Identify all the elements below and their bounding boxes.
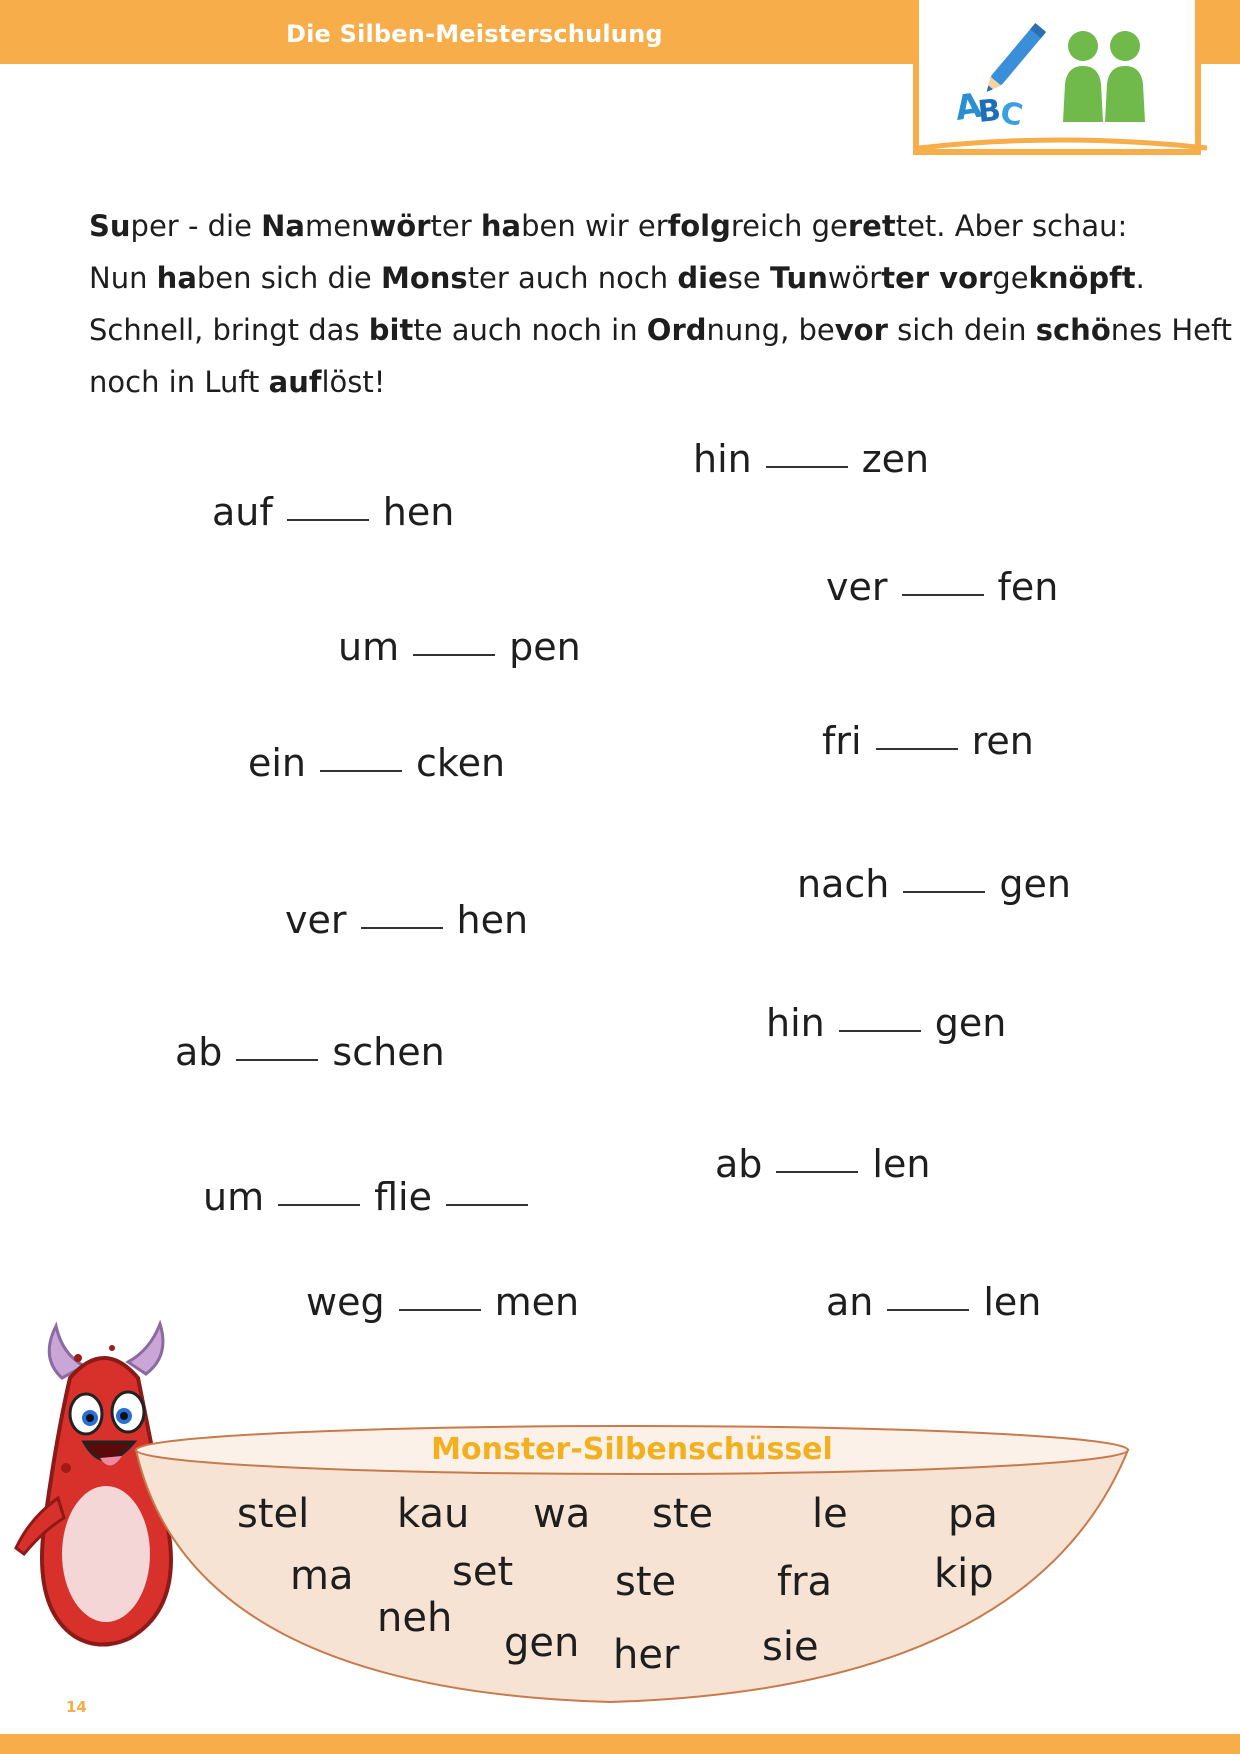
syllable-start: ab bbox=[715, 1142, 763, 1186]
bowl-title: Monster-Silbenschüssel bbox=[431, 1432, 833, 1467]
syllable-blank[interactable] bbox=[903, 891, 985, 893]
syllable-blank[interactable] bbox=[413, 654, 495, 656]
bowl-syllable[interactable]: neh bbox=[377, 1595, 453, 1641]
syllable-blank[interactable] bbox=[776, 1171, 858, 1173]
bowl-syllable[interactable]: le bbox=[812, 1491, 848, 1537]
syllable-blank[interactable] bbox=[278, 1204, 360, 1206]
intro-text: Nun bbox=[89, 261, 157, 295]
syllable-start: an bbox=[826, 1280, 874, 1324]
syllable-blank[interactable] bbox=[839, 1030, 921, 1032]
syllable-start: ab bbox=[175, 1030, 223, 1074]
intro-text: te auch noch in bbox=[413, 313, 647, 347]
syllable-end: pen bbox=[509, 625, 581, 669]
svg-text:B: B bbox=[976, 92, 1003, 130]
intro-line bbox=[89, 304, 1233, 356]
exercise-left-3 bbox=[248, 741, 505, 785]
svg-text:C: C bbox=[997, 95, 1026, 134]
intro-line bbox=[89, 356, 1169, 408]
bold-syllable: bit bbox=[368, 313, 414, 347]
syllable-blank[interactable] bbox=[902, 594, 984, 596]
syllable-blank[interactable] bbox=[320, 770, 402, 772]
syllable-blank[interactable] bbox=[887, 1309, 969, 1311]
bold-syllable: vor bbox=[834, 313, 888, 347]
bold-syllable: schö bbox=[1035, 313, 1111, 347]
people-icon bbox=[1063, 31, 1145, 122]
bold-syllable: auf bbox=[268, 365, 322, 399]
intro-text: wör bbox=[827, 261, 882, 295]
syllable-start: um bbox=[203, 1175, 265, 1219]
intro-text: se bbox=[727, 261, 770, 295]
syllable-end: len bbox=[983, 1280, 1042, 1324]
exercise-right-3 bbox=[822, 719, 1034, 763]
intro-text: reich ge bbox=[730, 209, 848, 243]
exercise-right-7 bbox=[826, 1280, 1041, 1324]
bold-syllable: Su bbox=[89, 209, 131, 243]
intro-paragraph bbox=[89, 200, 1233, 408]
syllable-blank[interactable] bbox=[399, 1309, 481, 1311]
intro-text: ge bbox=[992, 261, 1029, 295]
bold-syllable: ter vor bbox=[881, 261, 993, 295]
intro-line bbox=[89, 252, 1169, 304]
bold-syllable: Na bbox=[261, 209, 305, 243]
syllable-middle: flie bbox=[374, 1175, 432, 1219]
exercise-left-4 bbox=[285, 898, 528, 942]
intro-text: nes Heft bbox=[1110, 313, 1233, 347]
syllable-end: gen bbox=[999, 862, 1071, 906]
syllable-blank[interactable] bbox=[446, 1204, 528, 1206]
exercise-right-2 bbox=[826, 565, 1058, 609]
syllable-end: zen bbox=[861, 437, 930, 481]
bold-syllable: ha bbox=[156, 261, 197, 295]
bowl-syllable[interactable]: sie bbox=[762, 1624, 819, 1670]
exercise-right-4 bbox=[797, 862, 1071, 906]
syllable-end: schen bbox=[332, 1030, 445, 1074]
bowl-syllable[interactable]: kip bbox=[934, 1551, 994, 1597]
bold-syllable: ha bbox=[480, 209, 522, 243]
intro-text: ben wir er bbox=[521, 209, 668, 243]
syllable-start: nach bbox=[797, 862, 890, 906]
intro-text: per - die bbox=[130, 209, 262, 243]
exercise-left-1 bbox=[212, 490, 454, 534]
bowl-syllable[interactable]: ma bbox=[290, 1553, 354, 1599]
bold-syllable: Ord bbox=[646, 313, 707, 347]
syllable-blank[interactable] bbox=[287, 519, 369, 521]
intro-text: . bbox=[1135, 261, 1145, 295]
intro-text: noch in Luft bbox=[89, 365, 269, 399]
syllable-end: cken bbox=[416, 741, 506, 785]
syllable-start: hin bbox=[766, 1001, 825, 1045]
bowl-syllable[interactable]: pa bbox=[948, 1491, 998, 1537]
page-header-title: Die Silben-Meisterschulung bbox=[286, 20, 663, 48]
exercise-left-2 bbox=[338, 625, 581, 669]
syllable-start: um bbox=[338, 625, 400, 669]
bold-syllable: die bbox=[677, 261, 728, 295]
abc-pencil-icon bbox=[953, 23, 1046, 134]
bowl-syllable[interactable]: ste bbox=[615, 1559, 677, 1605]
intro-text: nung, be bbox=[706, 313, 835, 347]
syllable-end: men bbox=[494, 1280, 580, 1324]
corner-icon-card bbox=[913, 0, 1201, 155]
exercise-right-6 bbox=[715, 1142, 930, 1186]
bowl-syllable[interactable]: set bbox=[452, 1549, 514, 1595]
bowl-syllable[interactable]: kau bbox=[397, 1491, 470, 1537]
syllable-end: hen bbox=[456, 898, 529, 942]
intro-text: ter bbox=[430, 209, 481, 243]
bold-syllable: wör bbox=[369, 209, 431, 243]
syllable-start: weg bbox=[306, 1280, 385, 1324]
syllable-blank[interactable] bbox=[766, 466, 848, 468]
syllable-start: hin bbox=[693, 437, 752, 481]
syllable-end: hen bbox=[382, 490, 455, 534]
syllable-end: ren bbox=[971, 719, 1034, 763]
syllable-start: ver bbox=[826, 565, 888, 609]
intro-text: ben sich die bbox=[196, 261, 381, 295]
intro-text: Schnell, bringt das bbox=[89, 313, 369, 347]
syllable-end: gen bbox=[934, 1001, 1007, 1045]
bowl-syllable[interactable]: gen bbox=[504, 1620, 580, 1666]
syllable-start: ein bbox=[248, 741, 307, 785]
exercise-left-6 bbox=[203, 1175, 542, 1219]
syllable-start: fri bbox=[822, 719, 862, 763]
intro-text: men bbox=[305, 209, 370, 243]
bold-syllable: folg bbox=[667, 209, 731, 243]
syllable-blank[interactable] bbox=[361, 927, 443, 929]
syllable-start: ver bbox=[285, 898, 347, 942]
bowl-syllable[interactable]: stel bbox=[237, 1491, 310, 1537]
syllable-end: fen bbox=[997, 565, 1059, 609]
intro-text: tet. Aber schau: bbox=[895, 209, 1128, 243]
syllable-blank[interactable] bbox=[876, 748, 958, 750]
bowl-syllable[interactable]: ste bbox=[652, 1491, 714, 1537]
intro-text: ter auch noch bbox=[467, 261, 678, 295]
exercise-left-7 bbox=[306, 1280, 579, 1324]
syllable-end: len bbox=[872, 1142, 931, 1186]
bold-syllable: knöpft bbox=[1028, 261, 1136, 295]
exercise-right-1 bbox=[693, 437, 929, 481]
bold-syllable: ret bbox=[847, 209, 896, 243]
exercise-right-5 bbox=[766, 1001, 1006, 1045]
intro-text: sich dein bbox=[887, 313, 1036, 347]
bold-syllable: Mons bbox=[380, 261, 468, 295]
bowl-syllable[interactable]: wa bbox=[533, 1491, 591, 1537]
page-number: 14 bbox=[66, 1698, 87, 1716]
intro-line bbox=[89, 200, 1169, 252]
footer-bar bbox=[0, 1734, 1240, 1754]
svg-text:A: A bbox=[952, 85, 985, 129]
intro-text: löst! bbox=[321, 365, 386, 399]
bowl-syllable[interactable]: her bbox=[613, 1632, 680, 1678]
exercise-left-5 bbox=[175, 1030, 445, 1074]
syllable-start: auf bbox=[212, 490, 273, 534]
syllable-blank[interactable] bbox=[236, 1059, 318, 1061]
bowl-syllable[interactable]: fra bbox=[777, 1559, 833, 1605]
bold-syllable: Tun bbox=[769, 261, 828, 295]
